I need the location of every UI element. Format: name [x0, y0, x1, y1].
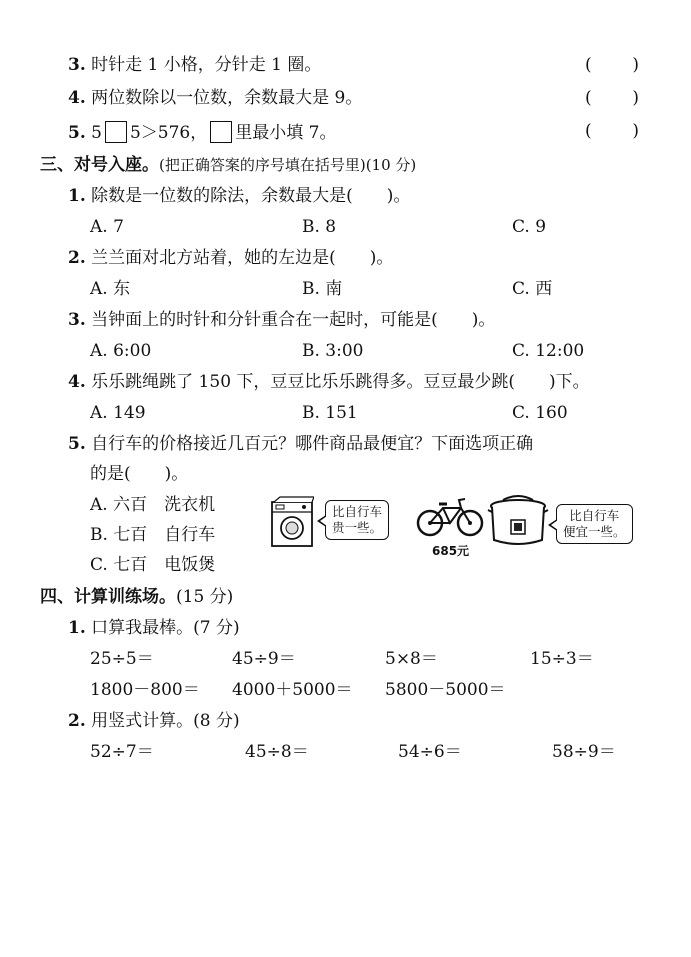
section-title: 四、计算训练场。: [40, 587, 176, 607]
washer-speech-bubble: [325, 500, 389, 540]
section-title: 三、对号入座。: [40, 155, 159, 175]
paren-close: ): [632, 121, 639, 141]
option-b[interactable]: B. 3:00: [302, 341, 364, 361]
oral-calc-item: 5800－5000＝: [385, 680, 506, 700]
bubble-line: 贵一些。: [332, 520, 383, 535]
judge-q4: [68, 88, 362, 108]
oral-calc-item: 25÷5＝: [90, 649, 154, 669]
judge-q5: [68, 121, 336, 143]
q-num: 2.: [68, 248, 86, 268]
bicycle-icon: [415, 496, 485, 538]
oral-calc-item: 1800－800＝: [90, 680, 200, 700]
paren-close: ): [632, 88, 639, 108]
option-a[interactable]: A. 东: [90, 279, 131, 299]
mc-q4: [68, 372, 590, 392]
q-text: 当钟面上的时针和分针重合在一起时，可能是( )。: [91, 310, 496, 330]
washing-machine-icon: [270, 496, 314, 548]
cooker-speech-bubble: [556, 504, 633, 544]
bubble-line: 便宜一些。: [563, 524, 626, 539]
vertical-calc-item: 54÷6＝: [398, 742, 462, 762]
q-post: 里最小填 7。: [235, 123, 337, 143]
vertical-calc-item: 52÷7＝: [90, 742, 154, 762]
paren-open: (: [585, 55, 592, 75]
q-mid: 5＞576，: [129, 123, 208, 143]
option-c[interactable]: C. 西: [512, 279, 553, 299]
q-num: 3.: [68, 310, 86, 330]
judge-q3: [68, 55, 321, 75]
bubble-line: 比自行车: [569, 508, 620, 523]
option-b[interactable]: B. 151: [302, 403, 358, 423]
mc-q5: [68, 434, 533, 454]
oral-calc-item: 45÷9＝: [232, 649, 296, 669]
oral-calc-item: 5×8＝: [385, 649, 438, 669]
q-num: 1.: [68, 186, 86, 206]
q-text: 除数是一位数的除法，余数最大是( )。: [91, 186, 411, 206]
q-num: 5.: [68, 434, 86, 454]
q-text: 时针走 1 小格，分针走 1 圈。: [91, 55, 322, 75]
option-c[interactable]: C. 12:00: [512, 341, 585, 361]
vertical-calc-item: 58÷9＝: [552, 742, 616, 762]
section4-heading: [40, 587, 233, 607]
q-num: 5.: [68, 123, 86, 143]
option-b[interactable]: B. 8: [302, 217, 337, 237]
option-a[interactable]: A. 7: [90, 217, 124, 237]
option-b[interactable]: B. 七百 自行车: [90, 525, 216, 545]
option-a[interactable]: A. 149: [90, 403, 146, 423]
calc-part1-heading: [68, 618, 240, 638]
q-num: 1.: [68, 618, 86, 638]
q-pre: 5: [91, 123, 102, 143]
bike-price-label: 685元: [432, 544, 470, 558]
section3-heading: [40, 155, 416, 175]
q-num: 4.: [68, 372, 86, 392]
mc-q5-line2: 的是( )。: [90, 464, 189, 484]
oral-calc-item: 4000＋5000＝: [232, 680, 353, 700]
blank-box[interactable]: [105, 121, 127, 143]
blank-box[interactable]: [210, 121, 232, 143]
option-a[interactable]: A. 六百 洗衣机: [90, 495, 216, 515]
q-text: 自行车的价格接近几百元？哪件商品最便宜？下面选项正确: [91, 434, 534, 454]
bubble-line: 比自行车: [332, 504, 383, 519]
paren-open: (: [585, 88, 592, 108]
oral-calc-item: 15÷3＝: [530, 649, 594, 669]
section-note: (把正确答案的序号填在括号里)(10 分): [159, 156, 417, 174]
section-score: (15 分): [176, 587, 234, 607]
rice-cooker-icon: [487, 492, 549, 550]
q-text: 乐乐跳绳跳了 150 下，豆豆比乐乐跳得多。豆豆最少跳( )下。: [91, 372, 590, 392]
paren-open: (: [585, 121, 592, 141]
calc-part2-heading: [68, 711, 240, 731]
q-num: 3.: [68, 55, 86, 75]
vertical-calc-item: 45÷8＝: [245, 742, 309, 762]
q-text: 用竖式计算。(8 分): [91, 711, 240, 731]
option-b[interactable]: B. 南: [302, 279, 343, 299]
option-c[interactable]: C. 9: [512, 217, 547, 237]
q-text: 兰兰面对北方站着，她的左边是( )。: [91, 248, 394, 268]
q-num: 4.: [68, 88, 86, 108]
option-c[interactable]: C. 七百 电饭煲: [90, 555, 216, 575]
mc-q1: [68, 186, 410, 206]
q-text: 两位数除以一位数，余数最大是 9。: [91, 88, 363, 108]
mc-q3: [68, 310, 495, 330]
q-num: 2.: [68, 711, 86, 731]
paren-close: ): [632, 55, 639, 75]
option-a[interactable]: A. 6:00: [90, 341, 152, 361]
mc-q2: [68, 248, 393, 268]
option-c[interactable]: C. 160: [512, 403, 568, 423]
q-text: 口算我最棒。(7 分): [91, 618, 240, 638]
